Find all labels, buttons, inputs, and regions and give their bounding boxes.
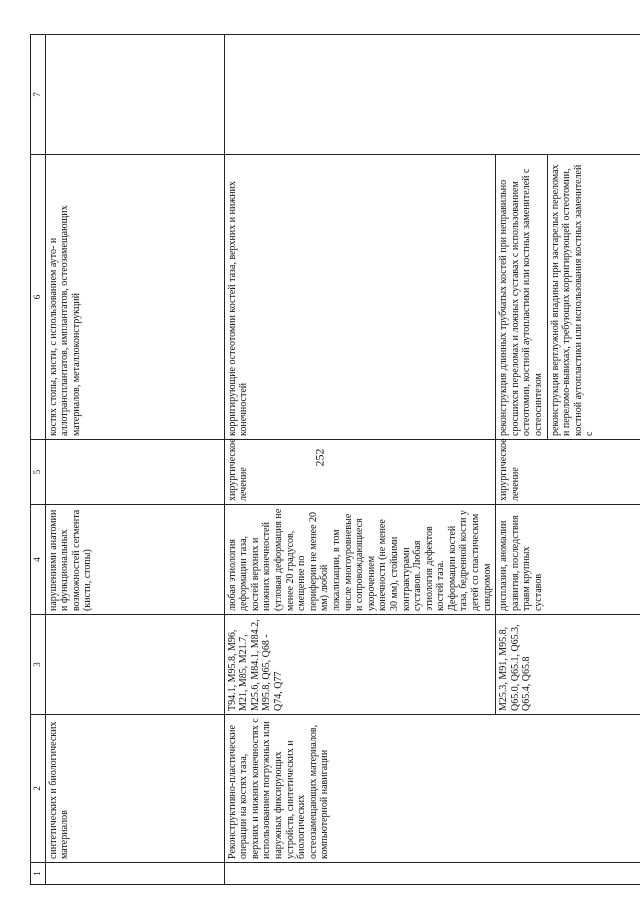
column-header-4: 4 — [31, 505, 46, 615]
column-header-5: 5 — [31, 440, 46, 505]
table-cell: костях стопы, кисти, с использованием ауто- и аллотрансплантатов, имплантатов, остеозамещающих материалов, металлоконструкций — [45, 155, 224, 440]
table-cell: хирургическое лечение — [496, 440, 640, 505]
table-cell — [45, 863, 224, 885]
header-row — [31, 35, 46, 885]
table-cell: T94.1, M95.8, M96, M21, M85, M21.7, M25.6, M84.1, M84.2, M95.8, Q65, Q68 - Q74, Q77 — [224, 615, 496, 715]
procedure-text: реконструкция вертлужной впадины при застарелых переломах и переломо-вывихах, требующих корригирующей остеотомии, костной аутопластики или использования костных заменителей с — [547, 155, 596, 439]
table-cell — [224, 863, 640, 885]
table-cell — [45, 615, 224, 715]
table-cell: Реконструктивно-пластические операции на костях таза, верхних и нижних конечностях с использованием погружных или наружных фиксирующих устройств, синтетических и биологических остеозамещающих материалов, компьютерной навигации — [224, 715, 640, 863]
rotated-page-content — [30, 35, 610, 885]
procedures-table — [30, 34, 640, 885]
table-cell — [45, 35, 224, 155]
column-header-2: 2 — [31, 715, 46, 863]
table-cell: хирургическое лечение — [224, 440, 496, 505]
column-header-6: 6 — [31, 155, 46, 440]
column-header-1: 1 — [31, 863, 46, 885]
table-cell: синтетических и биологических материалов — [45, 715, 224, 863]
table-row — [224, 35, 496, 885]
table-cell: корригирующие остеотомии костей таза, верхних и нижних конечностей — [224, 155, 496, 440]
table-cell — [45, 440, 224, 505]
column-header-7: 7 — [31, 35, 46, 155]
table-cell: нарушениями анатомии и функциональных возможностей сегмента (кисти, стопы) — [45, 505, 224, 615]
table-row — [45, 35, 224, 885]
table-cell — [496, 155, 640, 440]
table-cell: дисплазии, аномалии развития, последствия травм крупных суставов — [496, 505, 640, 615]
table-cell: M25.3, M91, M95.8, Q65.0, Q65.1, Q65.3, Q65.4, Q65.8 — [496, 615, 640, 715]
table-cell — [224, 35, 640, 155]
page-number: 252 — [312, 448, 327, 467]
procedure-text: реконструкция длинных трубчатых костей при неправильно сросшихся переломах и ложных суставах с использованием остеотомии, костной аутопластики или костных заменителей с остеосинтезом — [498, 168, 545, 436]
column-header-3: 3 — [31, 615, 46, 715]
table-cell: любая этиология деформации таза, костей верхних и нижних конечностей (угловая деформация не менее 20 градусов, смещение по периферии не менее 20 мм) любой локализации, в том числе многоуровневые и сопровождающиеся укорочением конечности (не менее 30 мм), стойкими контрактурами суставов. Любая этиология дефектов костей таза. Деформации костей таза, бедренной кости у детей со спастическим синдромом — [224, 505, 496, 615]
